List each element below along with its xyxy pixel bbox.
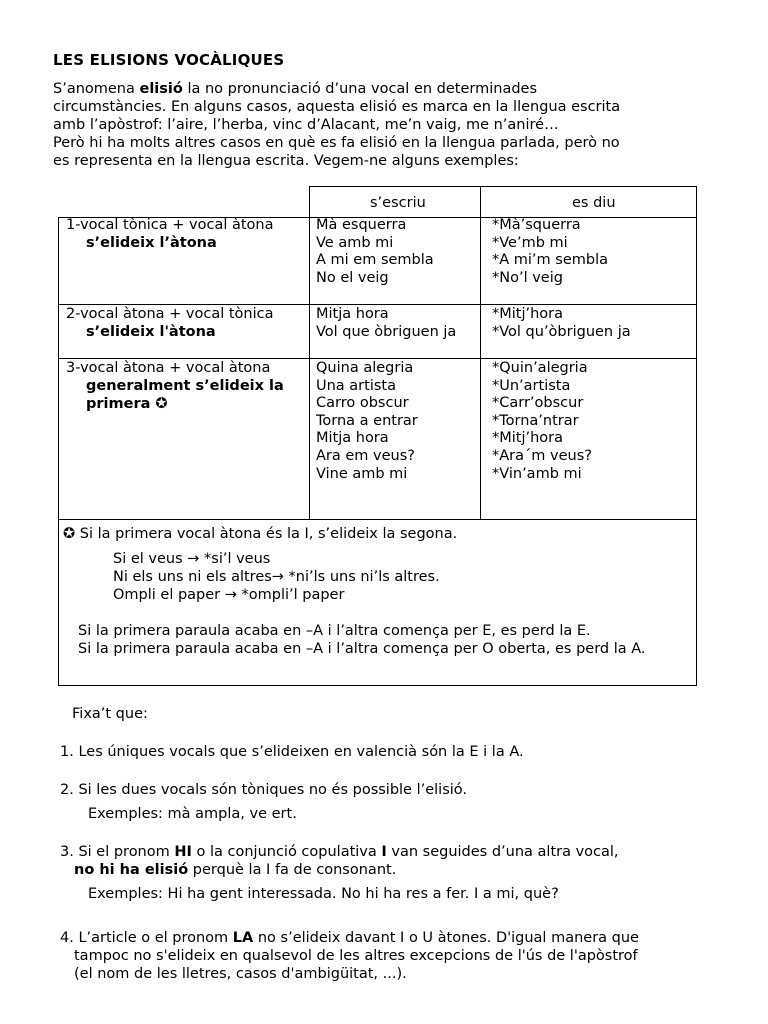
intro-line-5: es representa en la llengua escrita. Vegem-ne alguns exemples: — [53, 153, 519, 169]
note-head: ✪ Si la primera vocal àtona és la I, s’elideix la segona. — [63, 526, 458, 542]
rule-text: 1-vocal tònica + vocal àtona — [66, 217, 274, 233]
diu-list: *Mà’squerra *Ve’mb mi *A mi’m sembla *No’l veig — [492, 217, 608, 286]
note-example: Ompli el paper → *ompli’l paper — [113, 587, 345, 603]
page-title: LES ELISIONS VOCÀLIQUES — [53, 51, 285, 69]
escriu-list: Quina alegria Una artista Carro obscur Torna a entrar Mitja hora Ara em veus? Vine amb mi — [316, 360, 418, 482]
rule-bold: s’elideix l’àtona — [86, 235, 217, 251]
intro-line-4: Però hi ha molts altres casos en què es fa elisió en la llengua parlada, però no — [53, 135, 620, 151]
notes-intro: Fixa’t que: — [72, 706, 148, 722]
rule-text: 3-vocal àtona + vocal àtona — [66, 360, 271, 376]
note-3-line-2: no hi ha elisió perquè la I fa de consonant. — [74, 862, 397, 878]
diu-list: *Quin’alegria *Un’artista *Carr’obscur *Torna’ntrar *Mitj’hora *Ara´m veus? *Vin’amb mi — [492, 360, 592, 482]
note-3-line-1: 3. Si el pronom HI o la conjunció copulativa I van seguides d’una altra vocal, — [60, 844, 619, 860]
note-4-line-3: (el nom de les lletres, casos d'ambigüitat, ...). — [74, 966, 407, 982]
header-escriu: s’escriu — [370, 195, 426, 211]
note-example: Si el veus → *si’l veus — [113, 551, 271, 567]
header-diu: es diu — [572, 195, 616, 211]
escriu-list: Mà esquerra Ve amb mi A mi em sembla No el veig — [316, 217, 434, 286]
note-4-line-2: tampoc no s'elideix en qualsevol de les altres excepcions de l'ús de l'apòstrof — [74, 948, 638, 964]
note-rule: Si la primera paraula acaba en –A i l’altra comença per E, es perd la E. — [78, 623, 591, 639]
rule-text: 2-vocal àtona + vocal tònica — [66, 306, 274, 322]
note-2: 2. Si les dues vocals són tòniques no és possible l’elisió. — [60, 782, 468, 798]
note-1: 1. Les úniques vocals que s’elideixen en valencià són la E i la A. — [60, 744, 524, 760]
rule-bold: generalment s’elideix la — [86, 378, 284, 394]
intro-line-2: circumstàncies. En alguns casos, aquesta elisió es marca en la llengua escrita — [53, 99, 621, 115]
note-example: Ni els uns ni els altres→ *ni’ls uns ni’ls altres. — [113, 569, 440, 585]
note-3-example: Exemples: Hi ha gent interessada. No hi ha res a fer. I a mi, què? — [88, 886, 559, 902]
intro-line-1: S’anomena elisió la no pronunciació d’una vocal en determinades — [53, 81, 538, 97]
term-elisio: elisió — [139, 81, 183, 97]
note-rule: Si la primera paraula acaba en –A i l’altra comença per O oberta, es perd la A. — [78, 641, 646, 657]
note-4-line-1: 4. L’article o el pronom LA no s’elideix davant I o U àtones. D'igual manera que — [60, 930, 639, 946]
table-header — [309, 186, 697, 218]
rule-bold: s’elideix l'àtona — [86, 324, 216, 340]
rule-bold-2: primera ✪ — [86, 396, 168, 412]
intro-line-3: amb l’apòstrof: l’aire, l’herba, vinc d’Alacant, me’n vaig, me n’aniré… — [53, 117, 559, 133]
note-2-example: Exemples: mà ampla, ve ert. — [88, 806, 297, 822]
diu-list: *Mitj’hora *Vol qu’òbriguen ja — [492, 306, 631, 340]
escriu-list: Mitja hora Vol que òbriguen ja — [316, 306, 457, 340]
